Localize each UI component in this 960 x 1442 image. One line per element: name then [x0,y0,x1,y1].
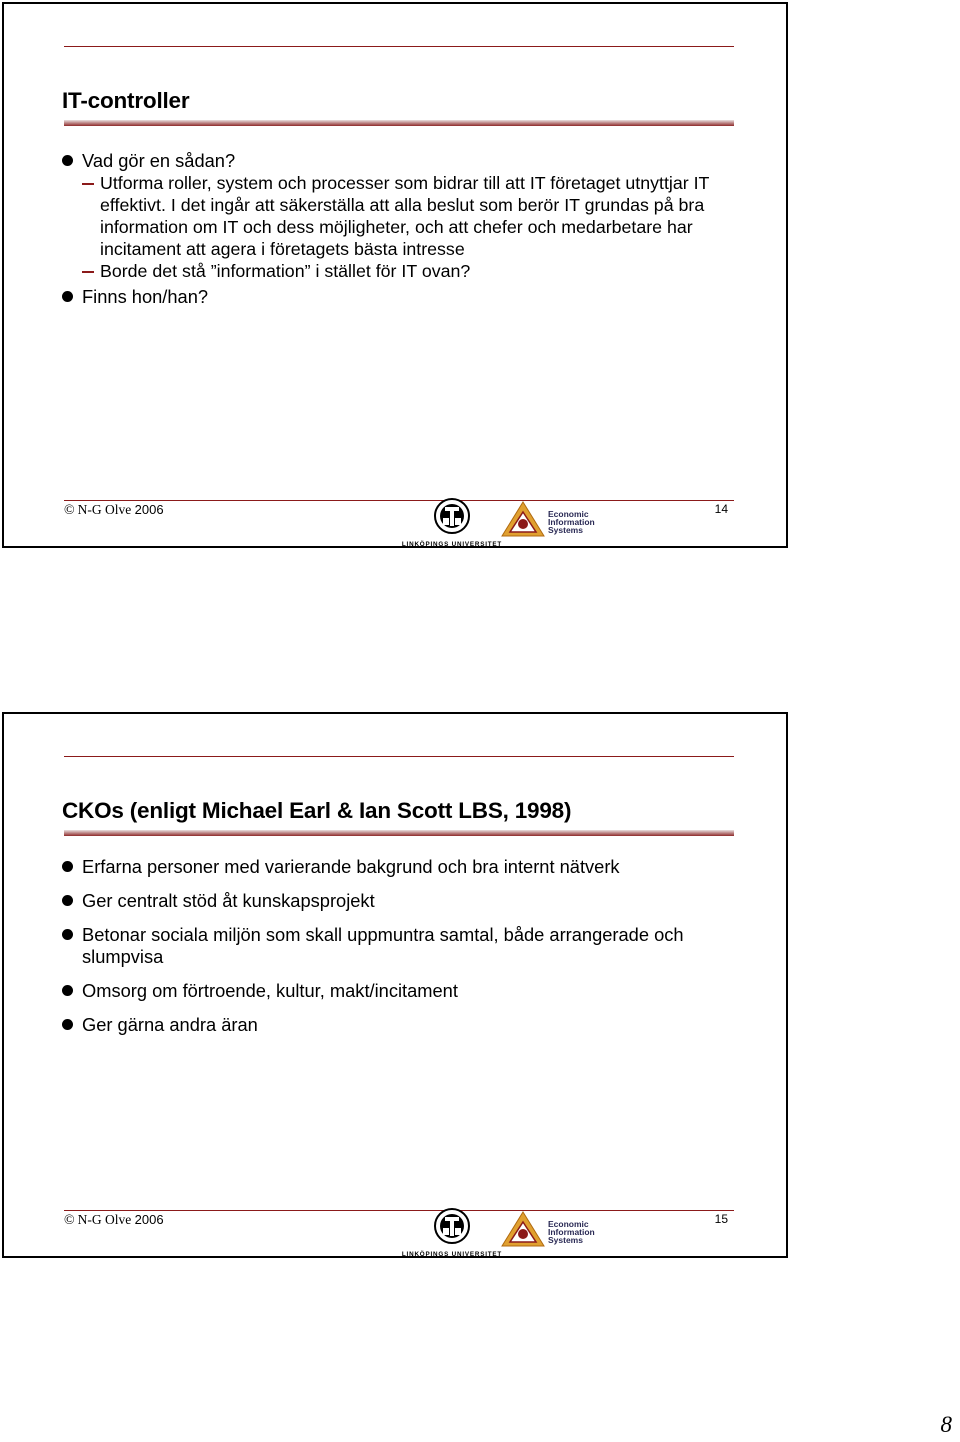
eis-line: Systems [548,1235,583,1245]
bullet-text: Erfarna personer med varierande bakgrund och bra internt nätverk [82,856,620,877]
copyright-symbol: © [64,1213,75,1228]
bullet-text: Betonar sociala miljön som skall uppmuntra samtal, både arrangerade och slumpvisa [82,924,684,967]
slide-content [62,856,742,1048]
title-rule [64,120,734,126]
year: 2006 [134,502,164,517]
copyright [64,1212,164,1229]
bullet-dot-icon [62,155,73,166]
eis-line: Economic [548,1219,589,1229]
copyright [64,502,164,519]
bullet-text: Finns hon/han? [82,286,209,307]
dash-icon [82,183,94,185]
slide-number: 15 [714,1212,728,1226]
liu-logo [400,498,504,548]
author: N-G Olve [77,502,132,517]
slide-number: 14 [714,502,728,516]
bullet-text: Omsorg om förtroende, kultur, makt/incitament [82,980,458,1001]
eis-name [548,1220,595,1244]
bullet-item [62,856,742,878]
eis-triangle-icon [500,1210,546,1248]
bullet-dot-icon [62,1019,73,1030]
sub-bullet-item [62,260,742,282]
top-rule [64,46,734,47]
eis-line: Systems [548,525,583,535]
bullet-text: Ger centralt stöd åt kunskapsprojekt [82,890,375,911]
liu-logo [400,1208,504,1258]
bullet-dot-icon [62,895,73,906]
author: N-G Olve [77,1212,132,1227]
eis-logo [500,500,610,538]
bullet-item [62,150,742,172]
bullet-item [62,286,742,308]
eis-triangle-icon [500,500,546,538]
year: 2006 [134,1212,164,1227]
eis-line: Information [548,1227,595,1237]
bullet-dot-icon [62,929,73,940]
bullet-dot-icon [62,985,73,996]
copyright-symbol: © [64,503,75,518]
dash-icon [82,271,94,273]
bullet-text: Ger gärna andra äran [82,1014,258,1035]
bullet-item [62,980,742,1002]
bullet-dot-icon [62,291,73,302]
eis-line: Economic [548,509,589,519]
bullet-item [62,890,742,912]
slide-content [62,150,742,308]
title-rule [64,830,734,836]
liu-name: LINKÖPINGS UNIVERSITET [401,541,503,548]
footer-rule [64,1210,734,1211]
sub-bullet-text: Borde det stå ”information” i stället för IT ovan? [100,261,471,281]
bullet-item [62,924,742,968]
top-rule [64,756,734,757]
eis-logo [500,1210,610,1248]
sub-bullet-item [62,172,742,260]
sub-bullet-text: Utforma roller, system och processer som bidrar till att IT företaget utnyttjar IT effektivt. I det ingår att säkerställa att alla beslut som berör IT grundas på bra information om IT och dess möjligheter, och att chefer och medarbetare har incitament att agera i företagets bästa intresse [100,173,710,259]
slide-title: CKOs (enligt Michael Earl & Ian Scott LBS, 1998) [62,798,572,823]
eis-name [548,510,595,534]
liu-seal-icon [400,1208,504,1250]
liu-seal-icon [400,498,504,540]
slide-15 [2,712,788,1258]
bullet-item [62,1014,742,1036]
bullet-dot-icon [62,861,73,872]
slide-14 [2,2,788,548]
slide-title: IT-controller [62,88,190,113]
footer-rule [64,500,734,501]
eis-line: Information [548,517,595,527]
bullet-text: Vad gör en sådan? [82,150,236,171]
document-page-number: 8 [940,1412,952,1437]
liu-name: LINKÖPINGS UNIVERSITET [401,1251,503,1258]
